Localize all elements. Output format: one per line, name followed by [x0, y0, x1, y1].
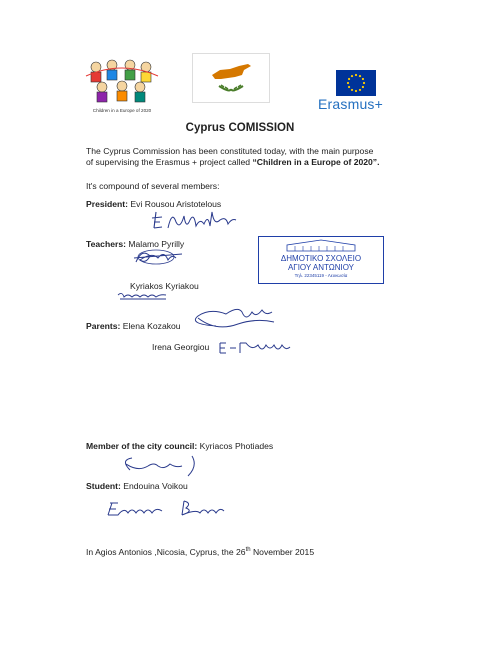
eu-star-icon	[359, 75, 361, 77]
council-name: Kyriacos Photiades	[199, 441, 274, 451]
stamp-line-3: Τηλ. 22345119 - Λευκωσία	[294, 273, 348, 278]
eu-star-icon	[347, 82, 349, 84]
president-signature	[150, 208, 240, 239]
president-name: Evi Rousou Aristotelous	[130, 199, 222, 209]
eu-star-icon	[351, 89, 353, 91]
compound-text: It's compound of several members:	[86, 181, 220, 191]
closing-text: In Agios Antonios ,Nicosia, Cyprus, the 26	[86, 546, 246, 557]
teacher-signature-1	[132, 246, 188, 273]
closing-superscript: th	[245, 547, 251, 553]
intro-line-2	[86, 157, 380, 168]
teacher-name-2: Kyriakos Kyriakou	[130, 281, 199, 291]
cyprus-flag	[192, 53, 270, 103]
parents-line	[86, 321, 181, 332]
student-signature	[106, 497, 226, 526]
eu-star-icon	[362, 86, 364, 88]
parent-name-1: Elena Kozakou	[122, 321, 181, 331]
student-line	[86, 481, 188, 492]
stamp-line-1: ΔΗΜΟΤΙΚΟ ΣΧΟΛΕΙΟ	[280, 254, 362, 263]
eu-star-icon	[351, 75, 353, 77]
eu-star-icon	[363, 82, 365, 84]
children-logo-caption: Children in a Europe of 2020	[92, 108, 152, 113]
erasmus-wordmark: Erasmus+	[318, 96, 384, 112]
eu-star-icon	[355, 74, 357, 76]
stamp-line-2: ΑΓΙΟΥ ΑΝΤΩΝΙΟΥ	[287, 263, 355, 272]
student-label: Student:	[86, 481, 121, 491]
teacher-signature-2	[116, 289, 172, 308]
intro-line-1: The Cyprus Commission has been constituted today, with the main purpose	[86, 146, 374, 156]
eu-star-icon	[348, 86, 350, 88]
council-line	[86, 441, 273, 452]
school-building-icon	[281, 239, 361, 253]
eu-star-icon	[348, 78, 350, 80]
closing-line	[86, 545, 314, 558]
eu-star-icon	[362, 78, 364, 80]
parent-name-2: Irena Georgiou	[152, 342, 210, 352]
school-stamp	[258, 236, 384, 284]
eu-star-icon	[355, 90, 357, 92]
parent-signature-2	[218, 337, 292, 364]
student-name: Endouina Voikou	[123, 481, 188, 491]
parents-label: Parents:	[86, 321, 121, 331]
children-logo	[82, 56, 162, 118]
teacher-name-1: Malamo Pyrilly	[128, 239, 185, 249]
eu-star-icon	[359, 89, 361, 91]
closing-date: November 2015	[250, 546, 315, 557]
teachers-label: Teachers:	[86, 239, 126, 249]
council-label: Member of the city council:	[86, 441, 198, 451]
president-label: President:	[86, 199, 129, 209]
page-title: Cyprus COMISSION	[185, 122, 295, 134]
project-name: “Children in a Europe of 2020”.	[252, 157, 380, 167]
erasmus-logo	[318, 70, 418, 112]
intro-line-2-text: of supervising the Erasmus + project called	[86, 157, 253, 167]
